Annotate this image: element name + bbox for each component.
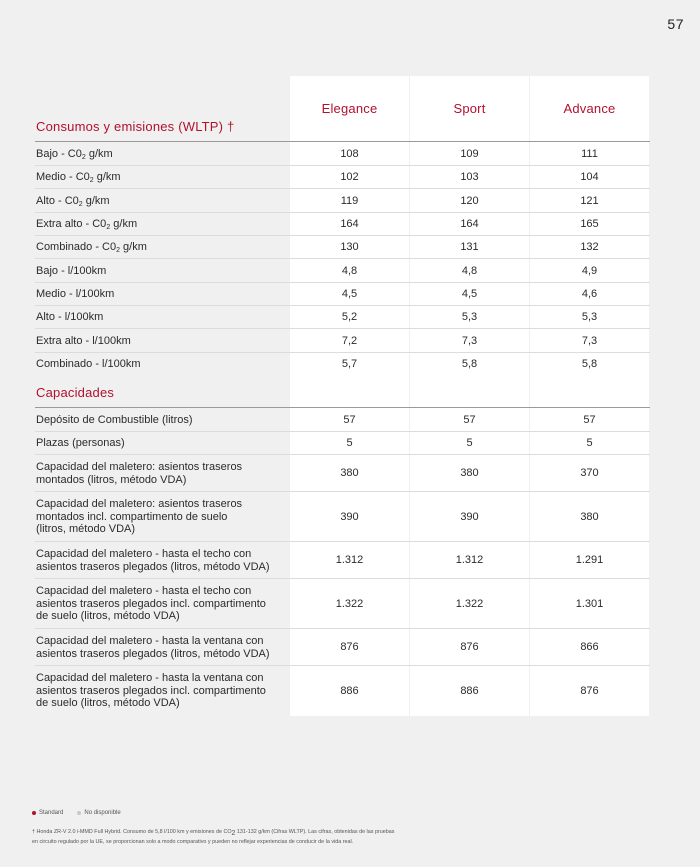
row-label: Plazas (personas) xyxy=(36,437,125,449)
row-label: Medio - $C0_2$ g/km xyxy=(36,171,121,184)
table-row xyxy=(35,629,650,666)
row-label: Capacidad del maletero - hasta la ventana con asientos traseros plegados incl. compartimento de suelo (litros, método VDA) xyxy=(36,672,266,709)
row-value-sport: 5,3 xyxy=(461,311,478,323)
table-row xyxy=(35,189,650,213)
row-value-advance: 5,8 xyxy=(581,358,598,370)
table-row xyxy=(35,213,650,236)
row-value-sport: 390 xyxy=(460,511,479,523)
table-row xyxy=(35,143,650,166)
table-row xyxy=(35,409,650,432)
table-row xyxy=(35,236,650,259)
row-value-advance: 4,9 xyxy=(581,265,598,277)
row-label: Depósito de Combustible (litros) xyxy=(36,414,193,426)
row-value-elegance: 102 xyxy=(340,171,359,183)
row-value-elegance: 108 xyxy=(340,148,359,160)
row-value-advance: 104 xyxy=(580,171,599,183)
row-label: Bajo - $C0_2$ g/km xyxy=(36,148,113,161)
row-value-elegance: 164 xyxy=(340,218,359,230)
row-value-advance: 165 xyxy=(580,218,599,230)
row-value-sport: 5 xyxy=(466,437,473,449)
table-row xyxy=(35,259,650,283)
table-row xyxy=(35,283,650,306)
row-value-elegance: 5 xyxy=(346,437,353,449)
row-value-advance: 4,6 xyxy=(581,288,598,300)
row-value-elegance: 119 xyxy=(340,195,359,207)
row-value-elegance: 1.322 xyxy=(335,598,364,610)
row-value-advance: 866 xyxy=(580,641,599,653)
row-label: Capacidad del maletero - hasta la ventana con asientos traseros plegados (litros, método VDA) xyxy=(36,635,270,660)
row-value-advance: 7,3 xyxy=(581,335,598,347)
standard-dot-icon xyxy=(32,811,36,815)
row-label: Medio - l/100km xyxy=(36,288,115,300)
row-value-elegance: 1.312 xyxy=(335,554,364,566)
row-value-elegance: 876 xyxy=(340,641,359,653)
row-value-sport: 120 xyxy=(460,195,479,207)
page-number: 57 xyxy=(667,16,684,32)
row-value-elegance: 390 xyxy=(340,511,359,523)
section-title-consumption: Consumos y emisiones (WLTP) † xyxy=(36,119,235,134)
row-label: Extra alto - $C0_2$ g/km xyxy=(36,218,138,231)
row-value-advance: 57 xyxy=(583,414,596,426)
row-value-advance: 370 xyxy=(580,467,599,479)
table-row xyxy=(35,432,650,455)
row-label: Alto - $C0_2$ g/km xyxy=(36,195,110,208)
section-title-capacities: Capacidades xyxy=(36,385,115,400)
row-value-sport: 57 xyxy=(463,414,476,426)
row-value-elegance: 380 xyxy=(340,467,359,479)
row-value-sport: 886 xyxy=(460,685,479,697)
row-value-advance: 5,3 xyxy=(581,311,598,323)
row-label: Capacidad del maletero - hasta el techo con asientos traseros plegados (litros, método VDA) xyxy=(36,548,270,573)
table-row xyxy=(35,166,650,189)
row-label: Combinado - l/100km xyxy=(36,358,141,370)
row-label: Capacidad del maletero: asientos traseros montados (litros, método VDA) xyxy=(36,461,243,486)
row-label: Bajo - l/100km xyxy=(36,265,107,277)
row-value-sport: 1.312 xyxy=(455,554,484,566)
row-value-sport: 5,8 xyxy=(461,358,478,370)
row-label: Capacidad del maletero - hasta el techo con asientos traseros plegados incl. compartimento de suelo (litros, método VDA) xyxy=(36,585,266,622)
row-value-advance: 5 xyxy=(586,437,593,449)
table-row xyxy=(35,306,650,329)
row-value-sport: 4,5 xyxy=(461,288,478,300)
row-value-elegance: 7,2 xyxy=(341,335,358,347)
row-label: Extra alto - l/100km xyxy=(36,335,131,347)
legend-not-available xyxy=(77,810,120,816)
table-row xyxy=(35,666,650,716)
row-value-advance: 1.291 xyxy=(575,554,604,566)
row-value-elegance: 5,7 xyxy=(341,358,358,370)
row-value-sport: 4,8 xyxy=(461,265,478,277)
legend-standard-label: Standard xyxy=(39,810,64,816)
not-available-dot-icon xyxy=(77,811,81,815)
row-value-advance: 380 xyxy=(580,511,599,523)
table-row xyxy=(35,353,650,376)
row-value-elegance: 4,8 xyxy=(341,265,358,277)
row-value-sport: 164 xyxy=(460,218,479,230)
table-row xyxy=(35,542,650,579)
row-value-sport: 876 xyxy=(460,641,479,653)
row-value-elegance: 886 xyxy=(340,685,359,697)
row-value-advance: 111 xyxy=(581,148,598,160)
row-value-advance: 121 xyxy=(580,195,599,207)
row-value-elegance: 5,2 xyxy=(341,311,358,323)
footnote: † Honda ZR-V 2.0 i-MMD Full Hybrid. Consumo de 5,8 l/100 km y emisiones de $CO_2$ 131-132 g/km (Cifras WLTP). Las cifras, obtenidas de las pruebas en circuito regulado por la UE, se proporcionan solo a modo comparativo y pueden no reflejar experiencias de conducir de la vida real. xyxy=(32,829,395,845)
legend xyxy=(32,810,121,816)
table-row xyxy=(35,455,650,492)
column-header-sport: Sport xyxy=(453,101,486,116)
section-divider xyxy=(35,141,650,142)
table-row xyxy=(35,492,650,542)
column-header-advance: Advance xyxy=(563,101,616,116)
row-label: Capacidad del maletero: asientos traseros montados incl. compartimento de suelo (litros, método VDA) xyxy=(36,498,243,535)
row-value-sport: 1.322 xyxy=(455,598,484,610)
row-label: Alto - l/100km xyxy=(36,311,104,323)
row-value-advance: 132 xyxy=(580,241,599,253)
table-row xyxy=(35,329,650,353)
row-value-elegance: 57 xyxy=(343,414,356,426)
row-value-elegance: 4,5 xyxy=(341,288,358,300)
row-label: Combinado - $C0_2$ g/km xyxy=(36,241,147,254)
row-value-sport: 103 xyxy=(460,171,479,183)
row-value-elegance: 130 xyxy=(340,241,359,253)
row-value-advance: 1.301 xyxy=(575,598,604,610)
column-header-elegance: Elegance xyxy=(321,101,378,116)
row-value-sport: 109 xyxy=(460,148,479,160)
row-value-sport: 7,3 xyxy=(461,335,478,347)
row-value-advance: 876 xyxy=(580,685,599,697)
table-row xyxy=(35,579,650,629)
section-divider xyxy=(35,407,650,408)
row-value-sport: 131 xyxy=(460,241,479,253)
row-value-sport: 380 xyxy=(460,467,479,479)
legend-not-available-label: No disponible xyxy=(84,810,121,816)
legend-standard xyxy=(32,810,63,816)
